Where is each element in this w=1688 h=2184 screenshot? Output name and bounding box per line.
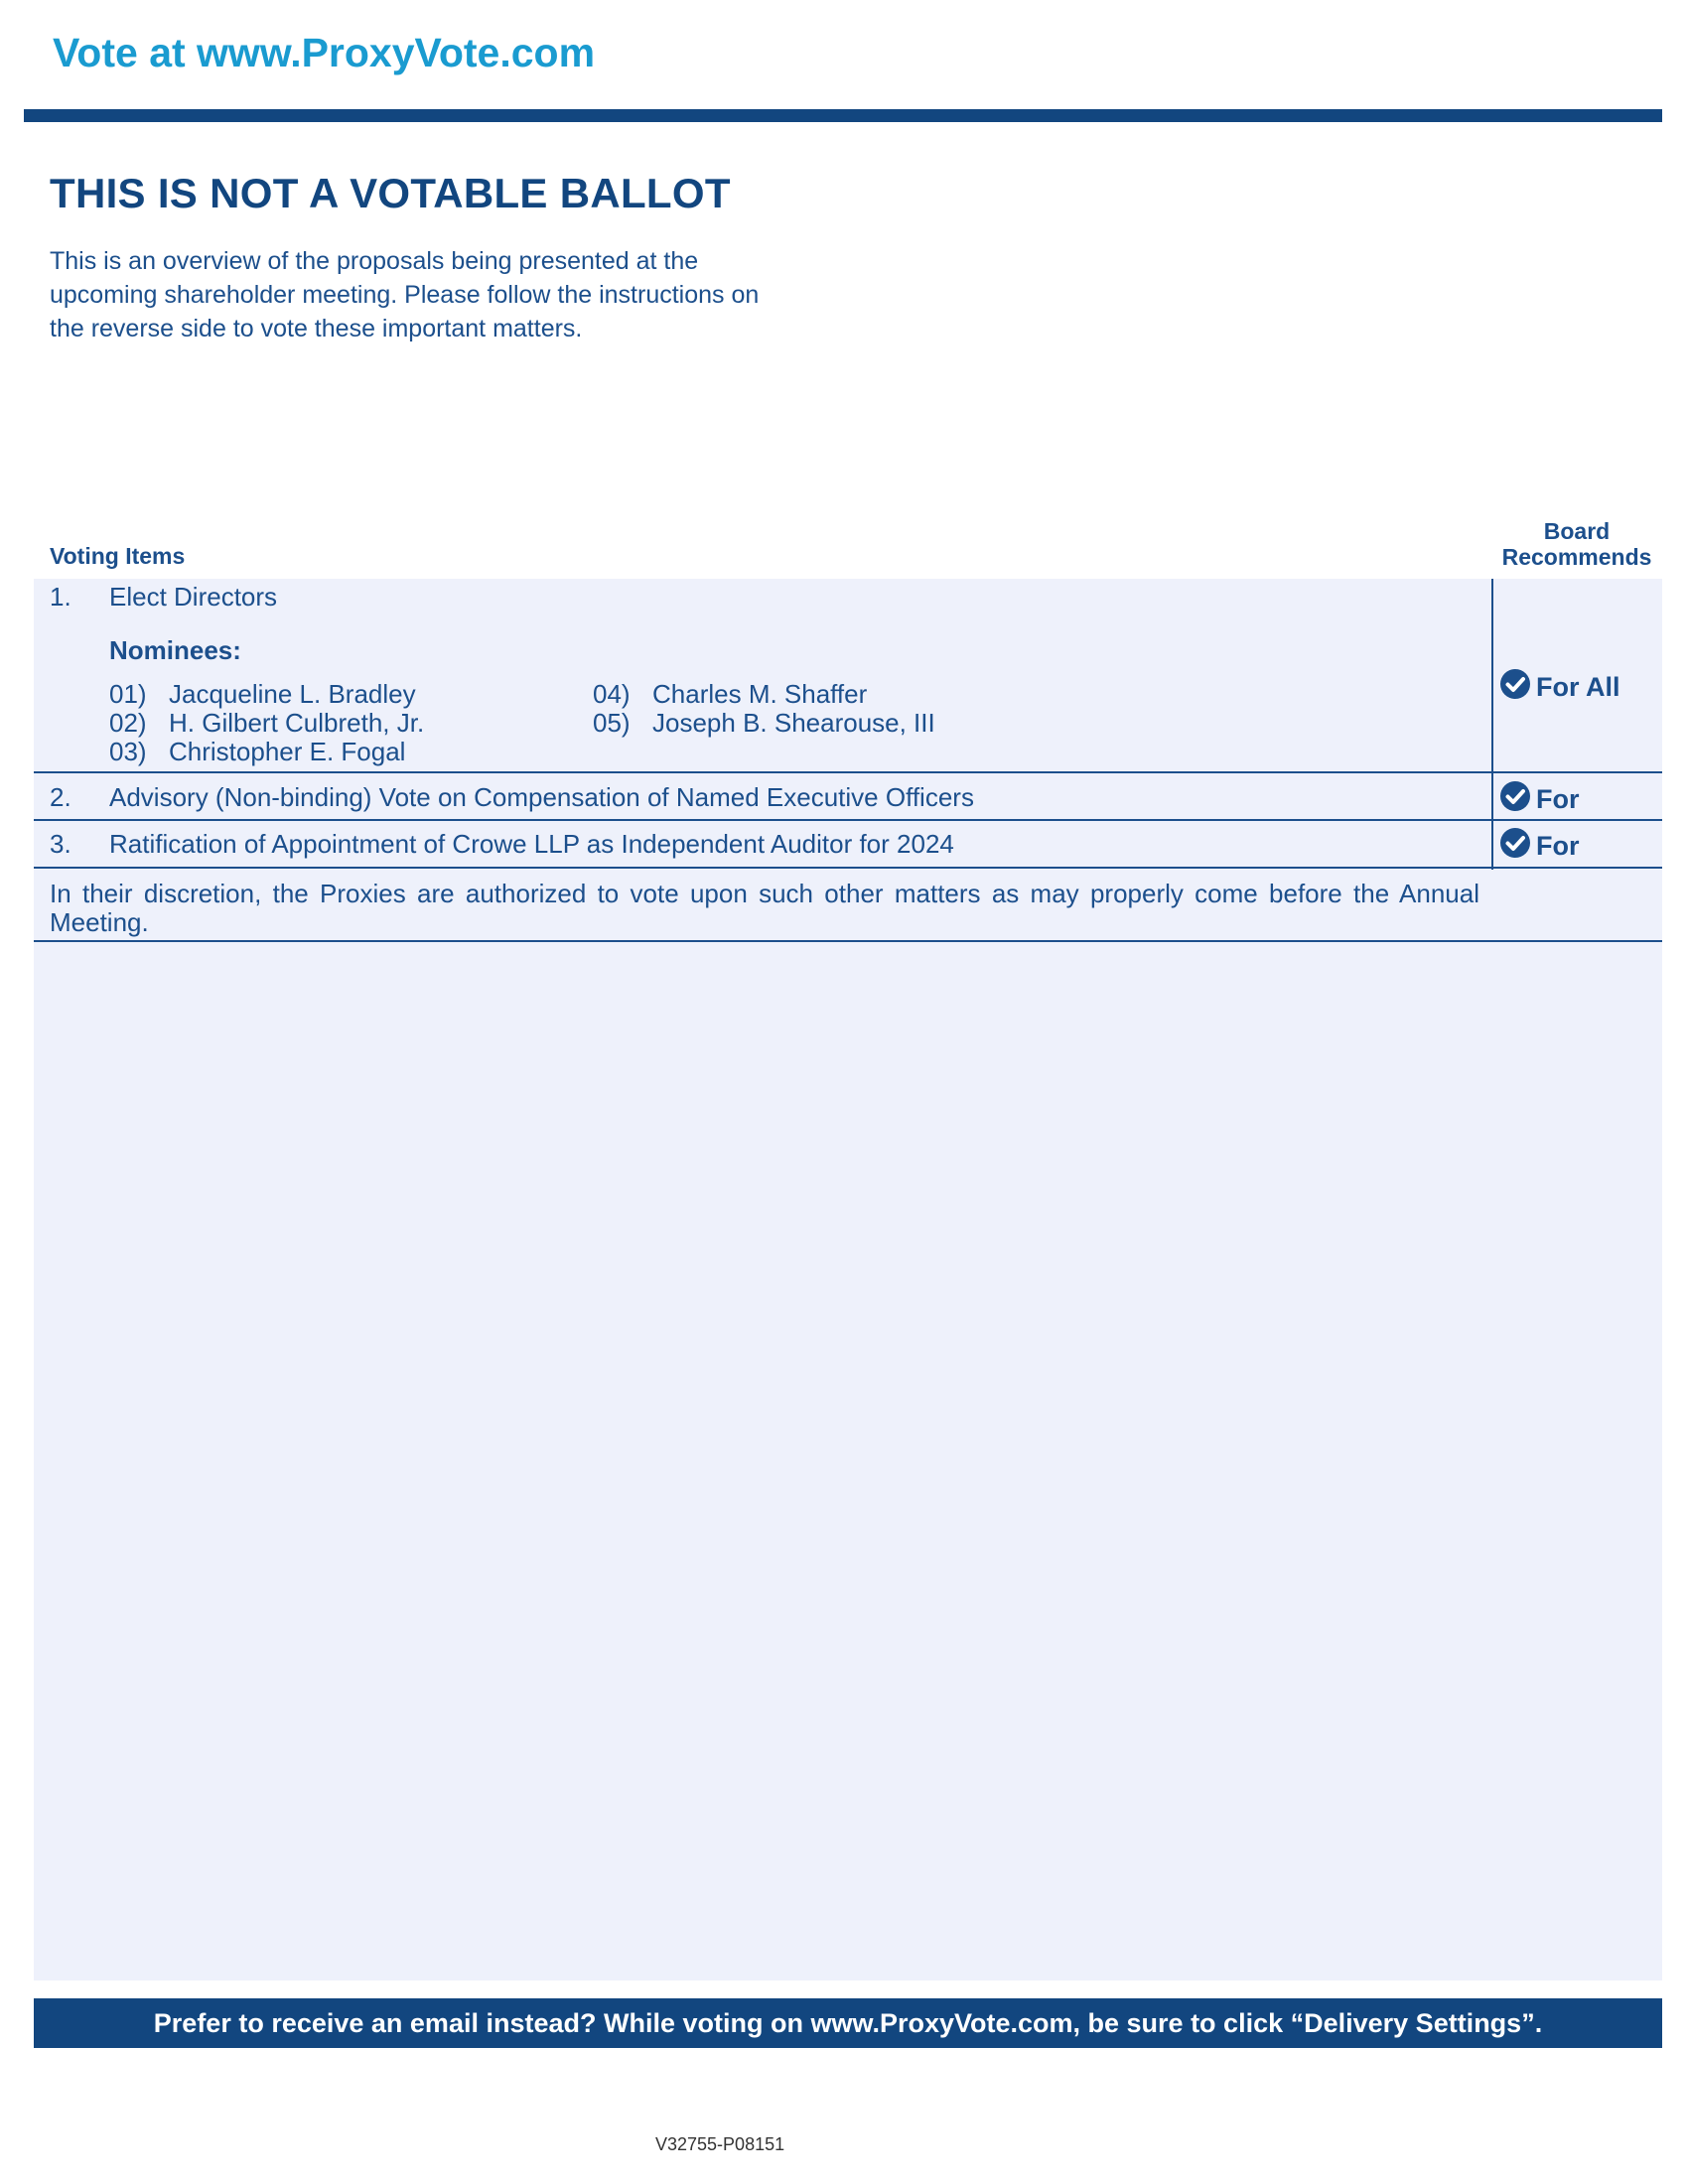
nominee-name: Christopher E. Fogal <box>169 737 406 766</box>
nominee-name: Joseph B. Shearouse, III <box>652 708 935 738</box>
board-recommends-line1: Board <box>1543 518 1611 544</box>
email-delivery-banner <box>34 1998 1662 2048</box>
vote-url-link[interactable]: Vote at www.ProxyVote.com <box>53 30 596 75</box>
item-text: Elect Directors <box>109 582 278 612</box>
page-title: THIS IS NOT A VOTABLE BALLOT <box>50 170 731 216</box>
nominee-number: 04) <box>593 679 631 709</box>
check-circle-icon <box>1499 668 1536 707</box>
item-number: 3. <box>50 829 71 859</box>
recommendation-for <box>1499 780 1580 819</box>
header-rule <box>24 109 1662 122</box>
nominee <box>109 708 424 739</box>
recommendation-for <box>1499 827 1580 866</box>
nominee-number: 01) <box>109 679 147 709</box>
discretion-note: In their discretion, the Proxies are authorized to vote upon such other matters as may properly come before the Annual Meeting. <box>50 879 1479 937</box>
row-divider <box>34 867 1662 869</box>
intro-text <box>50 244 864 345</box>
recommendation-label: For <box>1536 784 1580 814</box>
nominee <box>109 679 416 710</box>
board-recommends-line2: Recommends <box>1501 544 1652 570</box>
nominee <box>593 708 935 739</box>
nominee <box>593 679 867 710</box>
item-text: Ratification of Appointment of Crowe LLP as Independent Auditor for 2024 <box>109 829 954 859</box>
nominee <box>109 737 405 767</box>
nominees-label: Nominees: <box>109 635 241 665</box>
nominee-name: H. Gilbert Culbreth, Jr. <box>169 708 425 738</box>
item-number: 2. <box>50 782 71 812</box>
item-text: Advisory (Non-binding) Vote on Compensation of Named Executive Officers <box>109 782 974 812</box>
recommendation-for-all <box>1499 668 1620 707</box>
voting-items-header: Voting Items <box>50 543 186 569</box>
document-code: V32755-P08151 <box>655 2134 785 2154</box>
board-recommends-header <box>1489 518 1664 570</box>
recommendation-label: For All <box>1536 672 1620 702</box>
nominee-number: 03) <box>109 737 147 766</box>
recommendation-label: For <box>1536 831 1580 861</box>
nominee-number: 05) <box>593 708 631 738</box>
intro-line: upcoming shareholder meeting. Please follow the instructions on <box>50 281 760 309</box>
intro-line: the reverse side to vote these important matters. <box>50 315 583 342</box>
intro-line: This is an overview of the proposals being presented at the <box>50 247 699 275</box>
email-delivery-text: Prefer to receive an email instead? While voting on www.ProxyVote.com, be sure to click “Delivery Settings”. <box>153 2007 1543 2038</box>
check-circle-icon <box>1499 827 1536 866</box>
row-divider <box>34 940 1662 942</box>
row-divider <box>34 819 1662 821</box>
item-number: 1. <box>50 582 71 612</box>
recommendation-column-divider <box>1491 579 1493 870</box>
nominee-name: Charles M. Shaffer <box>652 679 868 709</box>
row-divider <box>34 771 1662 773</box>
check-circle-icon <box>1499 780 1536 819</box>
nominee-name: Jacqueline L. Bradley <box>169 679 416 709</box>
nominee-number: 02) <box>109 708 147 738</box>
